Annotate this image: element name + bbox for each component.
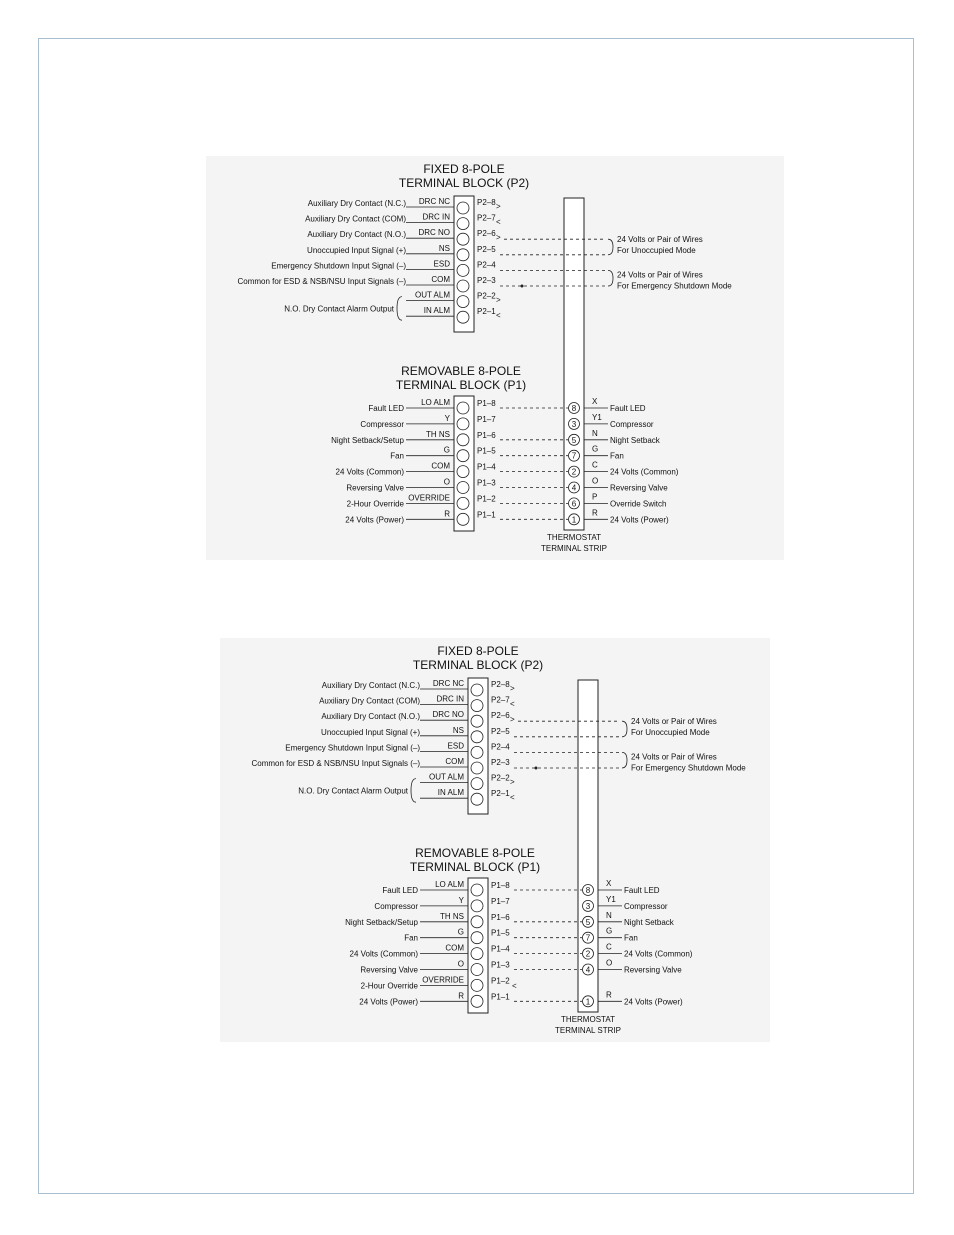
thermostat-function-label: Compressor bbox=[624, 901, 668, 911]
thermostat-function-label: Fan bbox=[610, 451, 624, 461]
p2-row-arrow: > bbox=[496, 202, 501, 211]
p2-terminal-screw bbox=[457, 202, 469, 214]
p2-row-label: Auxiliary Dry Contact (COM) bbox=[319, 696, 420, 706]
thermostat-terminal-letter: O bbox=[592, 476, 599, 486]
p2-row-pin: P2–2 bbox=[477, 291, 496, 301]
p1-row-pin: P1–6 bbox=[477, 430, 496, 440]
p2-row-arrow: < bbox=[510, 793, 515, 803]
p1-row-label: Night Setback/Setup bbox=[345, 917, 418, 927]
p1-row-symbol: LO ALM bbox=[421, 398, 450, 407]
p2-row-pin: P2–3 bbox=[477, 276, 496, 285]
p1-row-pin: P1–4 bbox=[491, 944, 510, 954]
p2-row-symbol: DRC IN bbox=[422, 212, 450, 222]
thermostat-terminal-letter: N bbox=[606, 910, 612, 920]
thermostat-function-label: 24 Volts (Common) bbox=[624, 949, 693, 959]
p2-row-label: Emergency Shutdown Input Signal (–) bbox=[285, 743, 420, 753]
p1-row-symbol: R bbox=[444, 509, 450, 519]
p2-terminal-screw bbox=[471, 762, 483, 774]
wiring-diagram-1-svg bbox=[206, 156, 784, 560]
thermostat-function-label: Reversing Valve bbox=[624, 965, 682, 975]
thermostat-terminal-strip bbox=[564, 198, 584, 530]
p2-row-pin: P2–8 bbox=[477, 198, 496, 207]
p1-terminal-screw bbox=[471, 979, 483, 991]
note-brace-esd bbox=[608, 270, 613, 286]
p2-row-arrow: > bbox=[496, 295, 501, 305]
note-brace-esd bbox=[622, 752, 627, 768]
p1-row-label: 2-Hour Override bbox=[360, 981, 418, 991]
p2-row-symbol: DRC NO bbox=[432, 710, 464, 720]
p2-row-label: Emergency Shutdown Input Signal (–) bbox=[271, 261, 406, 271]
thermostat-terminal-letter: G bbox=[592, 444, 599, 454]
p2-row-pin: P2–5 bbox=[491, 726, 510, 736]
p2-terminal-screw bbox=[471, 700, 483, 712]
p1-terminal-screw bbox=[457, 402, 469, 414]
thermostat-terminal-letter: C bbox=[592, 460, 598, 470]
p1-terminal-block bbox=[468, 878, 488, 1013]
p2-row-label: Auxiliary Dry Contact (N.C.) bbox=[321, 681, 420, 690]
thermostat-terminal-letter: Y1 bbox=[592, 412, 602, 422]
p2-row-pin: P2–7 bbox=[491, 695, 510, 705]
p1-row-symbol: Y bbox=[458, 895, 464, 905]
p1-row-label: Fan bbox=[404, 933, 418, 943]
p2-row-arrow: > bbox=[496, 233, 501, 243]
wiring-diagram-2-svg bbox=[220, 638, 770, 1042]
p1-row-label: Compressor bbox=[360, 419, 404, 429]
note-esd-line1: 24 Volts or Pair of Wires bbox=[631, 752, 717, 762]
p1-row-label: Fault LED bbox=[368, 404, 404, 413]
p2-row-arrow: < bbox=[496, 311, 501, 321]
p2-terminal-screw bbox=[457, 233, 469, 245]
p2-terminal-screw bbox=[457, 296, 469, 308]
p2-terminal-screw bbox=[471, 731, 483, 743]
thermostat-terminal-letter: X bbox=[606, 879, 612, 888]
strip-label-line1: THERMOSTAT bbox=[561, 1015, 615, 1024]
p2-row-symbol: ESD bbox=[433, 259, 450, 269]
p2-terminal-screw bbox=[471, 715, 483, 727]
p1-terminal-screw bbox=[471, 948, 483, 960]
p1-row-pin: P1–2 bbox=[477, 494, 496, 504]
thermostat-terminal-number: 3 bbox=[571, 419, 577, 429]
p1-row-symbol: R bbox=[458, 991, 464, 1001]
p1-terminal-screw bbox=[471, 964, 483, 976]
p1-row-symbol: TH NS bbox=[426, 429, 450, 439]
thermostat-function-label: 24 Volts (Power) bbox=[624, 997, 683, 1007]
thermostat-terminal-letter: X bbox=[592, 397, 598, 406]
p2-row-pin: P2–3 bbox=[491, 758, 510, 767]
p2-row-symbol: NS bbox=[438, 243, 450, 253]
p2-terminal-screw bbox=[471, 793, 483, 805]
p1-row-label: Reversing Valve bbox=[346, 483, 404, 493]
p1-row-pin: P1–1 bbox=[477, 510, 496, 520]
thermostat-terminal-letter: Y1 bbox=[606, 894, 616, 904]
p2-row-label: Auxiliary Dry Contact (N.O.) bbox=[307, 230, 406, 240]
p1-row-label: 2-Hour Override bbox=[346, 499, 404, 509]
alarm-output-label: N.O. Dry Contact Alarm Output bbox=[298, 786, 408, 796]
p2-row-label: Common for ESD & NSB/NSU Input Signals (–) bbox=[237, 277, 406, 286]
thermostat-terminal-number: 5 bbox=[571, 435, 577, 445]
thermostat-terminal-number: 7 bbox=[571, 451, 577, 461]
p1-row-pin: P1–4 bbox=[477, 462, 496, 472]
thermostat-terminal-number: 1 bbox=[571, 515, 577, 525]
thermostat-function-label: Night Setback bbox=[624, 917, 674, 927]
p2-terminal-screw bbox=[457, 311, 469, 323]
alarm-brace bbox=[411, 779, 416, 803]
p1-row-symbol: G bbox=[457, 927, 464, 937]
p1-row-label: 24 Volts (Common) bbox=[335, 467, 404, 477]
thermostat-function-label: 24 Volts (Power) bbox=[610, 515, 669, 525]
p2-row-symbol: NS bbox=[452, 725, 464, 735]
strip-label-line2: TERMINAL STRIP bbox=[555, 1026, 621, 1035]
p2-row-pin: P2–4 bbox=[477, 260, 496, 270]
p1-row-symbol: TH NS bbox=[440, 911, 464, 921]
note-brace-unoccupied bbox=[622, 721, 627, 737]
thermostat-terminal-letter: G bbox=[606, 926, 613, 936]
p1-row-symbol: OVERRIDE bbox=[422, 975, 464, 985]
thermostat-terminal-number: 2 bbox=[571, 467, 577, 477]
p2-row-symbol: COM bbox=[445, 757, 464, 766]
thermostat-function-label: Night Setback bbox=[610, 435, 660, 445]
note-brace-unoccupied bbox=[608, 239, 613, 255]
p2-row-pin: P2–5 bbox=[477, 244, 496, 254]
p2-row-pin: P2–6 bbox=[477, 229, 496, 239]
p2-row-pin: P2–8 bbox=[491, 680, 510, 689]
p2-row-arrow: > bbox=[510, 715, 515, 725]
thermostat-terminal-letter: N bbox=[592, 428, 598, 438]
p1-terminal-screw bbox=[457, 513, 469, 525]
wiring-diagram-2 bbox=[220, 638, 770, 1042]
p2-row-symbol: OUT ALM bbox=[429, 772, 464, 782]
note-unoccupied-line1: 24 Volts or Pair of Wires bbox=[631, 717, 717, 727]
p2-row-symbol: IN ALM bbox=[437, 788, 464, 798]
p2-row-pin: P2–1 bbox=[477, 307, 496, 317]
p1-terminal-screw bbox=[471, 884, 483, 896]
p1-terminal-screw bbox=[471, 916, 483, 928]
p1-row-pin: P1–8 bbox=[491, 881, 510, 890]
p2-row-label: Auxiliary Dry Contact (COM) bbox=[305, 214, 406, 224]
thermostat-terminal-strip bbox=[578, 680, 598, 1012]
thermostat-terminal-number: 8 bbox=[585, 886, 591, 895]
p1-row-label: Fan bbox=[390, 451, 404, 461]
p2-row-pin: P2–1 bbox=[491, 789, 510, 799]
p1-terminal-screw bbox=[457, 418, 469, 430]
p1-row-label: Reversing Valve bbox=[360, 965, 418, 975]
p2-row-label: Unoccupied Input Signal (+) bbox=[321, 727, 420, 737]
p1-title-line2: TERMINAL BLOCK (P1) bbox=[409, 860, 541, 874]
p1-row-symbol: LO ALM bbox=[435, 880, 464, 889]
p1-row-pin: P1–5 bbox=[477, 446, 496, 456]
p1-row-arrow: < bbox=[512, 981, 517, 991]
p1-row-symbol: Y bbox=[444, 413, 450, 423]
note-unoccupied-line1: 24 Volts or Pair of Wires bbox=[617, 235, 703, 245]
thermostat-terminal-letter: P bbox=[592, 492, 598, 502]
p2-row-symbol: ESD bbox=[447, 741, 464, 751]
p2-row-pin: P2–7 bbox=[477, 213, 496, 223]
thermostat-terminal-number: 4 bbox=[585, 965, 591, 975]
p2-row-pin: P2–6 bbox=[491, 711, 510, 721]
p1-row-label: Fault LED bbox=[382, 886, 418, 895]
thermostat-terminal-letter: C bbox=[606, 942, 612, 952]
wiring-diagram-1 bbox=[206, 156, 784, 560]
p2-terminal-screw bbox=[471, 746, 483, 758]
note-unoccupied-line2: For Unoccupied Mode bbox=[617, 246, 696, 256]
p1-terminal-screw bbox=[471, 932, 483, 944]
p1-row-symbol: COM bbox=[445, 943, 464, 953]
p1-row-pin: P1–3 bbox=[477, 478, 496, 488]
thermostat-terminal-number: 1 bbox=[585, 997, 591, 1007]
p1-title-line1: REMOVABLE 8-POLE bbox=[401, 364, 521, 378]
strip-label-line1: THERMOSTAT bbox=[547, 533, 601, 542]
thermostat-terminal-number: 3 bbox=[585, 901, 591, 911]
junction-dot bbox=[535, 767, 538, 770]
thermostat-terminal-letter: O bbox=[606, 958, 613, 968]
p2-row-symbol: IN ALM bbox=[423, 306, 450, 316]
p2-title-line1: FIXED 8-POLE bbox=[423, 162, 505, 176]
thermostat-terminal-number: 2 bbox=[585, 949, 591, 959]
thermostat-function-label: Reversing Valve bbox=[610, 483, 668, 493]
p1-row-pin: P1–7 bbox=[477, 414, 496, 424]
note-unoccupied-line2: For Unoccupied Mode bbox=[631, 728, 710, 738]
p2-row-arrow: < bbox=[510, 699, 515, 709]
p2-terminal-screw bbox=[457, 218, 469, 230]
p1-row-symbol: O bbox=[457, 959, 464, 969]
p1-row-pin: P1–2 bbox=[491, 976, 510, 986]
p1-row-pin: P1–1 bbox=[491, 992, 510, 1002]
p2-row-arrow: < bbox=[496, 217, 501, 227]
p2-row-arrow: > bbox=[510, 777, 515, 787]
p1-row-symbol: COM bbox=[431, 461, 450, 471]
p2-terminal-screw bbox=[457, 249, 469, 261]
thermostat-function-label: Fault LED bbox=[610, 404, 646, 413]
thermostat-function-label: 24 Volts (Common) bbox=[610, 467, 679, 477]
p1-terminal-screw bbox=[457, 450, 469, 462]
p1-row-label: Night Setback/Setup bbox=[331, 435, 404, 445]
thermostat-function-label: Fault LED bbox=[624, 886, 660, 895]
thermostat-terminal-number: 7 bbox=[585, 933, 591, 943]
p1-terminal-screw bbox=[471, 995, 483, 1007]
alarm-output-label: N.O. Dry Contact Alarm Output bbox=[284, 304, 394, 314]
thermostat-terminal-number: 5 bbox=[585, 917, 591, 927]
p1-row-pin: P1–7 bbox=[491, 896, 510, 906]
p2-row-symbol: DRC NC bbox=[418, 197, 450, 206]
p2-row-symbol: DRC NO bbox=[418, 228, 450, 238]
p1-row-pin: P1–6 bbox=[491, 912, 510, 922]
p1-terminal-block bbox=[454, 396, 474, 531]
thermostat-terminal-number: 4 bbox=[571, 483, 577, 493]
strip-label-line2: TERMINAL STRIP bbox=[541, 544, 607, 553]
p1-terminal-screw bbox=[457, 466, 469, 478]
p2-terminal-screw bbox=[457, 264, 469, 276]
p2-row-symbol: DRC IN bbox=[436, 694, 464, 704]
p2-terminal-screw bbox=[471, 778, 483, 790]
note-esd-line1: 24 Volts or Pair of Wires bbox=[617, 270, 703, 280]
thermostat-function-label: Fan bbox=[624, 933, 638, 943]
p1-row-label: Compressor bbox=[374, 901, 418, 911]
p1-terminal-screw bbox=[471, 900, 483, 912]
p2-row-label: Unoccupied Input Signal (+) bbox=[307, 245, 406, 255]
p2-row-symbol: COM bbox=[431, 275, 450, 284]
p2-title-line2: TERMINAL BLOCK (P2) bbox=[398, 176, 530, 190]
p2-row-symbol: OUT ALM bbox=[415, 290, 450, 300]
p1-title-line1: REMOVABLE 8-POLE bbox=[415, 846, 535, 860]
note-esd-line2: For Emergency Shutdown Mode bbox=[617, 281, 732, 291]
note-esd-line2: For Emergency Shutdown Mode bbox=[631, 763, 746, 773]
thermostat-terminal-number: 6 bbox=[571, 499, 577, 509]
p2-row-label: Common for ESD & NSB/NSU Input Signals (–) bbox=[251, 759, 420, 768]
thermostat-terminal-letter: R bbox=[606, 990, 612, 1000]
p1-row-label: 24 Volts (Power) bbox=[345, 515, 404, 525]
thermostat-function-label: Override Switch bbox=[610, 499, 667, 509]
p2-terminal-screw bbox=[471, 684, 483, 696]
p1-row-label: 24 Volts (Power) bbox=[359, 997, 418, 1007]
p2-title-line1: FIXED 8-POLE bbox=[437, 644, 519, 658]
p1-terminal-screw bbox=[457, 482, 469, 494]
p1-row-pin: P1–8 bbox=[477, 399, 496, 408]
p1-terminal-screw bbox=[457, 497, 469, 509]
p2-row-symbol: DRC NC bbox=[432, 679, 464, 688]
p1-row-pin: P1–5 bbox=[491, 928, 510, 938]
p2-title-line2: TERMINAL BLOCK (P2) bbox=[412, 658, 544, 672]
p1-row-symbol: O bbox=[443, 477, 450, 487]
thermostat-terminal-letter: R bbox=[592, 508, 598, 518]
p2-row-arrow: > bbox=[510, 684, 515, 693]
p1-row-symbol: G bbox=[443, 445, 450, 455]
p1-row-label: 24 Volts (Common) bbox=[349, 949, 418, 959]
p2-terminal-screw bbox=[457, 280, 469, 292]
thermostat-terminal-number: 8 bbox=[571, 404, 577, 413]
p1-terminal-screw bbox=[457, 434, 469, 446]
p2-row-pin: P2–4 bbox=[491, 742, 510, 752]
p2-row-pin: P2–2 bbox=[491, 773, 510, 783]
p1-row-symbol: OVERRIDE bbox=[408, 493, 450, 503]
thermostat-function-label: Compressor bbox=[610, 419, 654, 429]
junction-dot bbox=[521, 285, 524, 288]
p2-row-label: Auxiliary Dry Contact (N.C.) bbox=[307, 199, 406, 208]
alarm-brace bbox=[397, 297, 402, 321]
p2-row-label: Auxiliary Dry Contact (N.O.) bbox=[321, 712, 420, 722]
p1-title-line2: TERMINAL BLOCK (P1) bbox=[395, 378, 527, 392]
p1-row-pin: P1–3 bbox=[491, 960, 510, 970]
